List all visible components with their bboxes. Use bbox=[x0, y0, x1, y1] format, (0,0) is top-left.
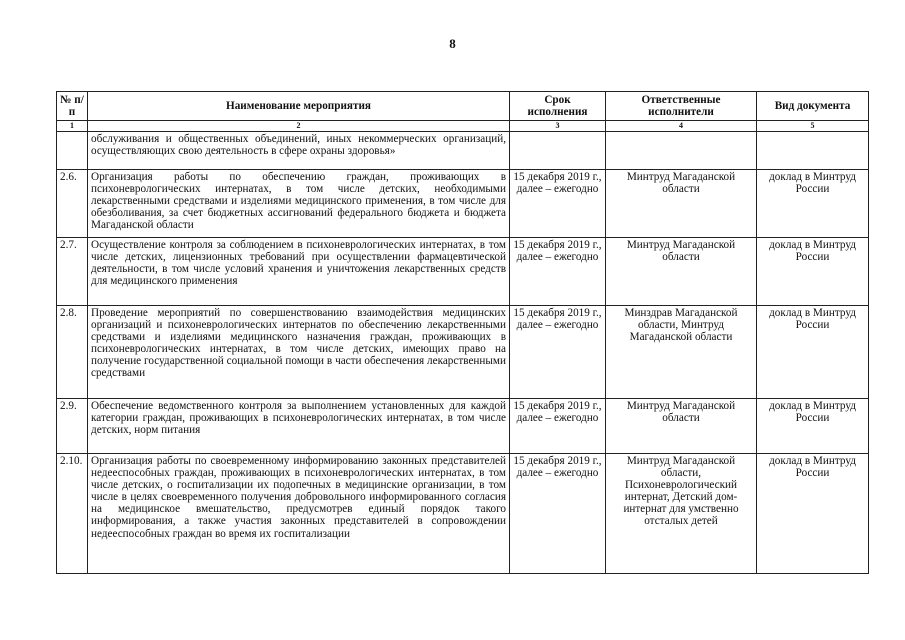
header-number: № п/п bbox=[57, 92, 88, 121]
table-row bbox=[57, 454, 869, 574]
column-number: 2 bbox=[88, 121, 510, 132]
deadline bbox=[510, 132, 606, 170]
document-type: доклад в Минтруд России bbox=[757, 399, 869, 454]
header-document-type: Вид документа bbox=[757, 92, 869, 121]
activity-name: Проведение мероприятий по совершенствованию взаимодействия медицинских организаций и психоневрологических интернатов по обеспечению лекарственными средствами и изделиями медицинского назначения граждан, проживающих в психоневрологических интернатах, в том числе детских, имеющих право на получение государственной социальной помощи в части обеспечения лекарственными средствами bbox=[88, 306, 510, 399]
row-number: 2.8. bbox=[57, 306, 88, 399]
deadline: 15 декабря 2019 г., далее – ежегодно bbox=[510, 399, 606, 454]
column-number-row bbox=[57, 121, 869, 132]
row-number: 2.6. bbox=[57, 170, 88, 238]
activity-name: Организация работы по своевременному информированию законных представителей недееспособных граждан, проживающих в психоневрологических интернатах, в том числе детских, о госпитализации их подопечных в медицинские организации, в том числе в целях своевременного получения добровольного информированного согласия на медицинское вмешательство, предусмотрев единый порядок такого информирования, а также участия законных представителей в сопровождении недееспособных граждан во время их госпитализации bbox=[88, 454, 510, 574]
table-row bbox=[57, 306, 869, 399]
deadline: 15 декабря 2019 г., далее – ежегодно bbox=[510, 454, 606, 574]
document-type: доклад в Минтруд России bbox=[757, 238, 869, 306]
deadline: 15 декабря 2019 г., далее – ежегодно bbox=[510, 238, 606, 306]
document-type bbox=[757, 132, 869, 170]
activity-name: Организация работы по обеспечению граждан, проживающих в психоневрологических интернатах, в том числе детских, необходимыми лекарственными средствами и изделиями медицинского применения, в том числе для обезболивания, за счет бюджетных ассигнований федерального бюджета и бюджета Магаданской области bbox=[88, 170, 510, 238]
row-number: 2.9. bbox=[57, 399, 88, 454]
document-type: доклад в Минтруд России bbox=[757, 170, 869, 238]
table-row bbox=[57, 132, 869, 170]
activity-name: Осуществление контроля за соблюдением в психоневрологических интернатах, в том числе детских, лицензионных требований при осуществлении фармацевтической деятельности, в том числе условий хранения и уничтожения лекарственных средств для медицинского применения bbox=[88, 238, 510, 306]
column-number: 1 bbox=[57, 121, 88, 132]
column-number: 3 bbox=[510, 121, 606, 132]
row-number bbox=[57, 132, 88, 170]
executors: Минтруд Магаданской области bbox=[606, 238, 757, 306]
document-type: доклад в Минтруд России bbox=[757, 454, 869, 574]
table-row bbox=[57, 238, 869, 306]
table-header-row bbox=[57, 92, 869, 121]
header-activity-name: Наименование мероприятия bbox=[88, 92, 510, 121]
executors: Минздрав Магаданской области, Минтруд Магаданской области bbox=[606, 306, 757, 399]
executors: Минтруд Магаданской области bbox=[606, 399, 757, 454]
column-number: 5 bbox=[757, 121, 869, 132]
column-number: 4 bbox=[606, 121, 757, 132]
row-number: 2.10. bbox=[57, 454, 88, 574]
executors: Минтруд Магаданской области bbox=[606, 170, 757, 238]
activities-table bbox=[56, 91, 869, 574]
row-number: 2.7. bbox=[57, 238, 88, 306]
activity-name: Обеспечение ведомственного контроля за выполнением установленных для каждой категории граждан, проживающих в психоневрологических интернатах, в том числе детских, норм питания bbox=[88, 399, 510, 454]
table-row bbox=[57, 170, 869, 238]
document-type: доклад в Минтруд России bbox=[757, 306, 869, 399]
header-executors: Ответственные исполнители bbox=[606, 92, 757, 121]
activity-name: обслуживания и общественных объединений, иных некоммерческих организаций, осуществляющих свою деятельность в сфере охраны здоровья» bbox=[88, 132, 510, 170]
executors: Минтруд Магаданской области, Психоневрологический интернат, Детский дом-интернат для умственно отсталых детей bbox=[606, 454, 757, 574]
table-row bbox=[57, 399, 869, 454]
deadline: 15 декабря 2019 г., далее – ежегодно bbox=[510, 306, 606, 399]
deadline: 15 декабря 2019 г., далее – ежегодно bbox=[510, 170, 606, 238]
header-deadline: Срок исполнения bbox=[510, 92, 606, 121]
page-number: 8 bbox=[449, 36, 456, 51]
executors bbox=[606, 132, 757, 170]
